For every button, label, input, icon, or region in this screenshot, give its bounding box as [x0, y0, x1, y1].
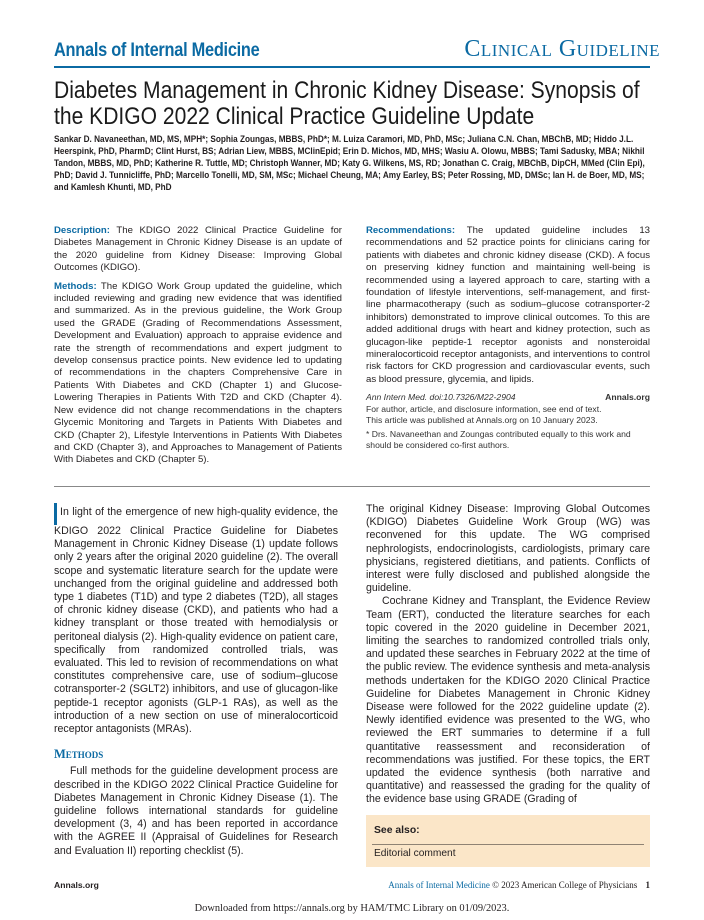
footer-copyright: © 2023 American College of Physicians [492, 880, 638, 890]
recommendations-label: Recommendations: [366, 225, 456, 236]
methods-paragraph: Full methods for the guideline development process are described in the KDIGO 2022 Clinical Practice Guideline for Diabetes Management in Chronic Kidney Disease (1). The guideline follows international standards for guideline development (3, 4) and has been reported in accordance with the AGREE II (Appraisal of Guidelines for Research and Evaluation II) reporting checklist (5). [54, 765, 338, 857]
footer-journal: Annals of Internal Medicine [388, 880, 490, 890]
page-number: 1 [645, 880, 650, 890]
wg-paragraph: The original Kidney Disease: Improving Global Outcomes (KDIGO) Diabetes Guideline Work Group (WG) was reconvened for this update. The WG comprised nephrologists, endocrinologists, cardiologists, primary care physicians, registered dietitians, and patients. Conflicts of interest were fully disclosed and published alongside the guideline. [366, 503, 650, 595]
section-label: Clinical Guideline [464, 36, 660, 62]
citation: Ann Intern Med. doi:10.7326/M22-2904 [366, 392, 516, 403]
meta-info: For author, article, and disclosure information, see end of text. [366, 403, 602, 414]
methods-heading: Methods [54, 747, 104, 762]
journal-name: Annals of Internal Medicine [54, 40, 260, 61]
dropcap-bar [54, 503, 57, 525]
header-rule [54, 66, 650, 68]
see-also-link[interactable]: Editorial comment [374, 848, 456, 859]
body-right [366, 503, 650, 807]
footer-site[interactable]: Annals.org [54, 880, 99, 890]
recommendations-text: The updated guideline includes 13 recommendations and 52 practice points for clinicians caring for patients with diabetes and chronic kidney disease (CKD). A focus on preserving kidney function and maintaining well-being is recommended using a layered approach to care, starting with a foundation of lifestyle interventions, self-management, and first-line pharmacotherapy (such as sodium–glucose cotransporter-2 inhibitors) demonstrated to improve clinical outcomes. To this are added additional drugs with heart and kidney protection, such as glucagon-like peptide-1 receptor agonists and nonsteroidal mineralocorticoid receptor antagonists, and interventions to control risk factors for CKD progression and cardiovascular events, such as blood pressure, glycemia, and lipids. [366, 225, 650, 385]
abstract-left [54, 225, 342, 473]
meta-published: This article was published at Annals.org on 10 January 2023. [366, 415, 598, 426]
body-left [54, 503, 338, 858]
article-meta [366, 392, 650, 451]
dropcap: I [60, 506, 63, 518]
see-also-divider [372, 844, 644, 845]
see-also-box [366, 815, 650, 867]
meta-cofirst: * Drs. Navaneethan and Zoungas contributed equally to this work and should be considered co-first authors. [366, 428, 631, 450]
see-also-heading: See also: [374, 825, 420, 836]
footer-right [388, 880, 650, 890]
description-label: Description: [54, 225, 110, 236]
intro-paragraph: n light of the emergence of new high-quality evidence, the KDIGO 2022 Clinical Practice Guideline for Diabetes Management in Chronic Kidney Disease (1) update follows only 2 years after the original 2020 guideline (2). The overall scope and systematic literature search for the update were unchanged from the original guideline and addressed both type 1 diabetes (T1D) and type 2 diabetes (T2D), all stages of chronic kidney disease (CKD), and patients who had a kidney transplant or those treated with hemodialysis or peritoneal dialysis (2). High-quality evidence on patient care, specifically from randomized controlled trials, was evaluated. This led to revision of recommendations on what constitutes comprehensive care, use of sodium–glucose cotransporter-2 (SGLT2) inhibitors, and use of glucagon-like peptide-1 receptor agonists (GLP-1 RAs), as well as the introduction of a new section on use of mineralocorticoid receptor antagonists (MRAs). [54, 506, 338, 736]
meta-site[interactable]: Annals.org [605, 392, 650, 403]
section-divider [54, 486, 650, 487]
article-title: Diabetes Management in Chronic Kidney Disease: Synopsis of the KDIGO 2022 Clinical Practice Guideline Update [54, 77, 640, 130]
ert-paragraph: Cochrane Kidney and Transplant, the Evidence Review Team (ERT), conducted the literature searches for each topic covered in the 2020 guideline in December 2021, limiting the searches to randomized controlled trials only, and updated these searches in February 2022 at the time of the public review. The evidence synthesis and meta-analysis methods undertaken for the KDIGO 2020 Clinical Practice Guideline for Diabetes Management in Chronic Kidney Disease were followed for the 2022 guideline update (2). Newly identified evidence was presented to the WG, who reviewed the ERT summaries to determine if a full quantitative reassessment and reconsideration of recommendations was justified. For these topics, the ERT updated the evidence synthesis (both narrative and quantitative) and reassessed the grading for the quality of the evidence base using GRADE (Grading of [366, 595, 650, 806]
download-notice: Downloaded from https://annals.org by HAM/TMC Library on 01/09/2023. [194, 903, 510, 914]
abstract-right [366, 225, 650, 451]
author-list: Sankar D. Navaneethan, MD, MS, MPH*; Sophia Zoungas, MBBS, PhD*; M. Luiza Caramori, MD, PhD, MSc; Juliana C.N. Chan, MBChB, MD; Hiddo J.L. Heerspink, PhD, PharmD; Clint Hurst, BS; Adrian Liew, MBBS, MClinEpid; Erin D. Michos, MD, MHS; Wasiu A. Olowu, MBBS; Tami Sadusky, MBA; Nikhil Tandon, MBBS, MD, PhD; Katherine R. Tuttle, MD; Christoph Wanner, MD; Katy G. Wilkens, MS, RD; Jonathan C. Craig, MBChB, DipCH, MMed (Clin Epi), PhD; David J. Tunnicliffe, PhD; Marcello Tonelli, MD, SM, MSc; Michael Cheung, MA; Amy Earley, BS; Peter Rossing, MD, DMSc; Ian H. de Boer, MD, MS; and Kamlesh Khunti, MD, PhD [54, 134, 645, 193]
description-text: The KDIGO 2022 Clinical Practice Guideline for Diabetes Management in Chronic Kidney Disease is an update of the 2020 guideline from Kidney Disease: Improving Global Outcomes (KDIGO). [54, 225, 343, 274]
methods-label: Methods: [54, 280, 97, 292]
methods-text: The KDIGO Work Group updated the guideline, which included reviewing and grading new evidence that was identified and summarized. As in the previous guideline, the Work Group used the GRADE (Grading of Recommendations Assessment, Development and Evaluation) approach to appraise evidence and rate the strength of recommendations and expert judgment to develop consensus practice points. New evidence led to updating of recommendations in the chapters Comprehensive Care in Patients With Diabetes and CKD (Chapter 1) and Glucose-Lowering Therapies in Patients With T2D and CKD (Chapter 4). New evidence did not change recommendations in the chapters Glycemic Monitoring and Targets in Patients With Diabetes and CKD (Chapter 2), Lifestyle Interventions in Patients With Diabetes and CKD (Chapter 3), and Approaches to Management of Patients With Diabetes and CKD (Chapter 5). [54, 280, 342, 466]
